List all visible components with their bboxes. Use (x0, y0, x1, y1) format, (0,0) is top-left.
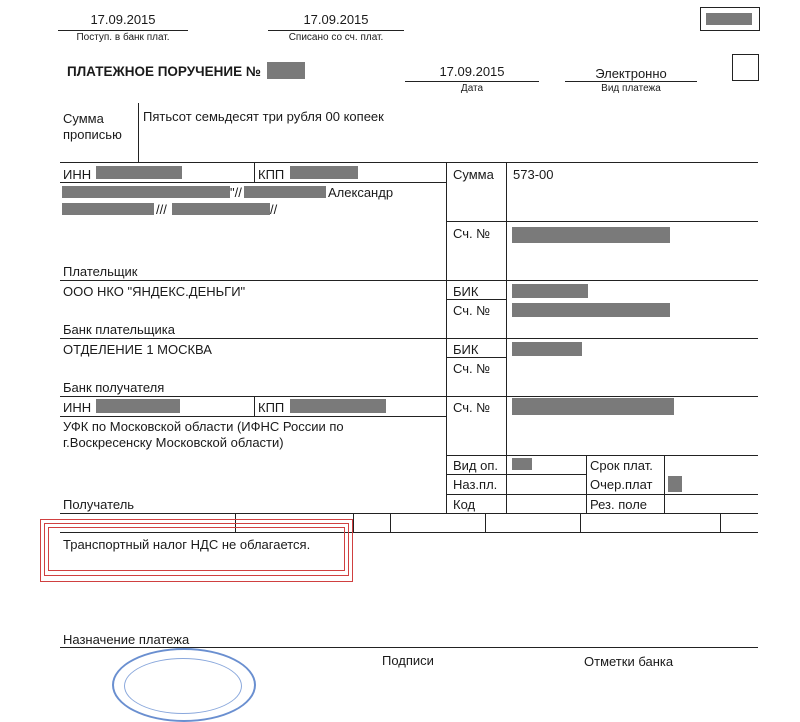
payment-purpose-text: Транспортный налог НДС не облагается. (63, 537, 311, 552)
grid-line (446, 221, 758, 222)
grid-line (60, 338, 758, 339)
payer-kpp-label: КПП (258, 167, 285, 182)
grid-line (586, 455, 587, 513)
due-date-label: Срок плат. (590, 458, 653, 473)
priority-label: Очер.плат (590, 477, 653, 492)
payer-account-redaction (512, 227, 670, 243)
code-label: Код (453, 497, 476, 512)
highlight-line (40, 519, 352, 520)
sum-value: 573-00 (513, 167, 554, 182)
payer-bank-bik-redaction (512, 284, 588, 298)
payer-inn-redaction (96, 166, 182, 179)
highlight-line (348, 523, 349, 576)
grid-line (446, 357, 506, 358)
payer-name-part: // (270, 202, 278, 217)
recipient-bank-bik-label: БИК (453, 342, 479, 357)
grid-line (60, 513, 758, 514)
amount-words-divider (138, 103, 139, 162)
grid-line (60, 162, 758, 163)
grid-line (446, 494, 758, 495)
highlight-line (44, 523, 45, 576)
recipient-bank-name: ОТДЕЛЕНИЕ 1 МОСКВА (63, 342, 212, 357)
grid-line (60, 647, 758, 648)
recipient-kpp-label: КПП (258, 400, 285, 415)
bank-marks-label: Отметки банка (584, 654, 674, 669)
grid-line (60, 416, 446, 417)
recipient-name-line-2: г.Воскресенску Московской области) (63, 435, 284, 450)
payment-purpose-label: Назначение платежа (63, 632, 190, 647)
bank-stamp (112, 648, 256, 722)
received-date: 17.09.2015 (90, 12, 156, 27)
grid-line (485, 513, 486, 532)
signatures-label: Подписи (382, 653, 434, 668)
recipient-label: Получатель (63, 497, 135, 512)
grid-line (446, 299, 506, 300)
recipient-inn-redaction (96, 399, 180, 413)
document-date: 17.09.2015 (439, 64, 505, 79)
form-code-redaction (706, 13, 752, 25)
operation-type-redaction (512, 458, 532, 470)
operation-type-label: Вид оп. (453, 458, 499, 473)
highlight-line (48, 527, 49, 571)
grid-line (353, 513, 354, 532)
reserved-field-label: Рез. поле (590, 497, 648, 512)
amount-words-value: Пятьсот семьдесят три рубля 00 копеек (143, 109, 384, 124)
document-date-label: Дата (460, 83, 484, 94)
grid-line (60, 182, 446, 183)
grid-line (254, 396, 255, 416)
recipient-inn-label: ИНН (63, 400, 92, 415)
grid-line (60, 532, 758, 533)
highlight-line (352, 519, 353, 582)
highlight-line (44, 575, 348, 576)
status-box (732, 54, 759, 81)
payer-account-label: Сч. № (453, 226, 491, 241)
grid-line (506, 162, 507, 513)
recipient-kpp-redaction (290, 399, 386, 413)
payer-bank-account-label: Сч. № (453, 303, 491, 318)
grid-line (664, 455, 665, 513)
debited-date: 17.09.2015 (303, 12, 369, 27)
grid-line (446, 474, 586, 475)
amount-words-label: Сумма прописью (63, 111, 122, 142)
payer-name-part: /// (156, 202, 167, 217)
payment-type: Электронно (595, 66, 667, 81)
grid-line (60, 280, 758, 281)
received-date-line (58, 30, 188, 31)
payer-label: Плательщик (63, 264, 138, 279)
payer-kpp-redaction (290, 166, 358, 179)
payer-name-part: "// (230, 185, 242, 200)
sum-label: Сумма (453, 167, 494, 182)
payer-bank-label: Банк плательщика (63, 322, 175, 337)
highlight-line (48, 527, 344, 528)
grid-line (720, 513, 721, 532)
debited-date-line (268, 30, 404, 31)
recipient-bank-bik-redaction (512, 342, 582, 356)
grid-line (580, 513, 581, 532)
purpose-code-label: Наз.пл. (453, 477, 498, 492)
grid-line (390, 513, 391, 532)
grid-line (60, 396, 758, 397)
priority-redaction (668, 476, 682, 492)
highlight-line (44, 523, 348, 524)
grid-line (254, 162, 255, 182)
payer-bank-account-redaction (512, 303, 670, 317)
payment-type-label: Вид платежа (601, 83, 661, 94)
recipient-account-redaction (512, 398, 674, 415)
document-date-line (405, 81, 539, 82)
highlight-line (344, 527, 345, 571)
document-number-redaction (267, 62, 305, 79)
received-date-label: Поступ. в банк плат. (76, 32, 170, 43)
recipient-name-line-1: УФК по Московской области (ИФНС России по (63, 419, 344, 434)
highlight-line (48, 570, 344, 571)
payer-name-redaction (62, 186, 230, 198)
payer-name-redaction (172, 203, 270, 215)
debited-date-label: Списано со сч. плат. (288, 32, 384, 43)
recipient-bank-label: Банк получателя (63, 380, 165, 395)
payer-bank-name: ООО НКО "ЯНДЕКС.ДЕНЬГИ" (63, 284, 246, 299)
payer-inn-label: ИНН (63, 167, 92, 182)
highlight-line (40, 519, 41, 582)
payment-type-line (565, 81, 697, 82)
payer-name-redaction (244, 186, 326, 198)
payer-bank-bik-label: БИК (453, 284, 479, 299)
grid-line (446, 455, 758, 456)
highlight-line (40, 581, 352, 582)
document-title: ПЛАТЕЖНОЕ ПОРУЧЕНИЕ № (67, 64, 261, 79)
recipient-account-label: Сч. № (453, 400, 491, 415)
payer-name-redaction (62, 203, 154, 215)
recipient-bank-account-label: Сч. № (453, 361, 491, 376)
grid-line (446, 162, 447, 513)
payer-name-part: Александр (328, 185, 394, 200)
